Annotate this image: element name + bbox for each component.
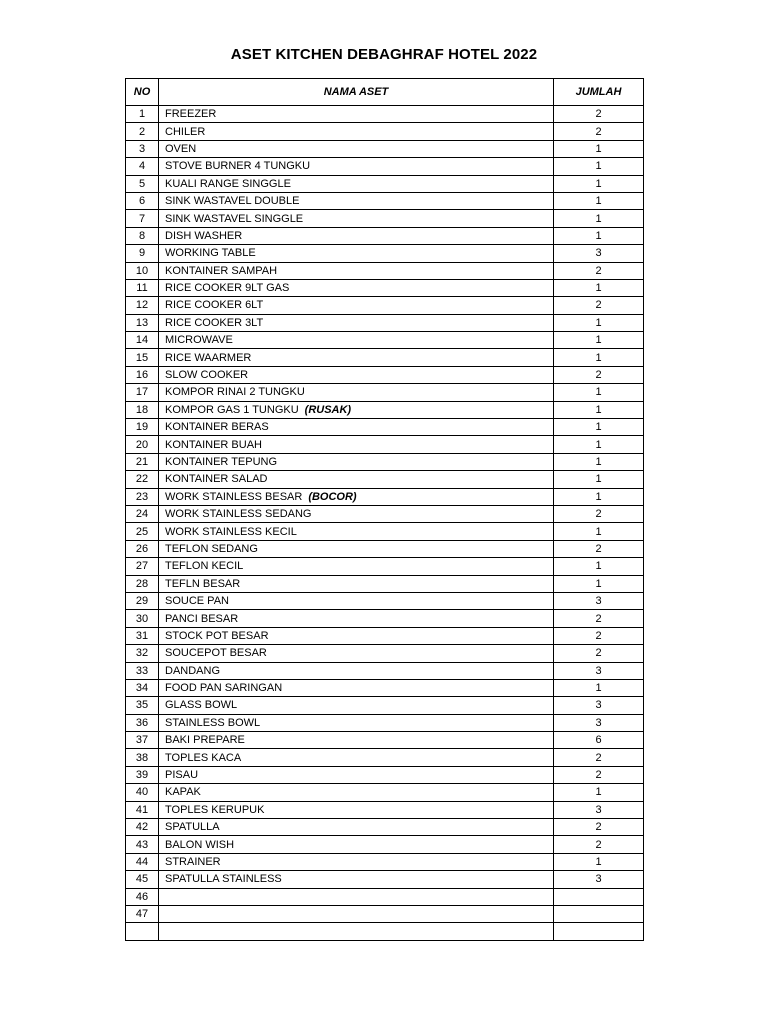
asset-name: KAPAK [165, 786, 201, 799]
asset-quantity: 2 [554, 366, 644, 383]
asset-name-cell [159, 210, 554, 227]
row-number: 35 [126, 697, 159, 714]
asset-name: SOUCE PAN [165, 595, 229, 608]
asset-quantity: 1 [554, 158, 644, 175]
row-number: 34 [126, 679, 159, 696]
asset-name-cell [159, 227, 554, 244]
asset-quantity: 3 [554, 592, 644, 609]
row-number: 33 [126, 662, 159, 679]
table-row [126, 836, 644, 853]
asset-name: SINK WASTAVEL SINGGLE [165, 212, 304, 225]
asset-quantity: 2 [554, 106, 644, 123]
asset-quantity: 2 [554, 540, 644, 557]
asset-name-cell [159, 679, 554, 696]
asset-quantity: 2 [554, 645, 644, 662]
asset-name: FREEZER [165, 108, 217, 121]
row-number: 3 [126, 140, 159, 157]
row-number: 5 [126, 175, 159, 192]
asset-name: KONTAINER BERAS [165, 421, 269, 434]
row-number: 18 [126, 401, 159, 418]
row-number: 44 [126, 853, 159, 870]
table-row [126, 905, 644, 922]
asset-name-cell [159, 366, 554, 383]
asset-quantity: 1 [554, 679, 644, 696]
asset-name: KONTAINER SALAD [165, 473, 268, 486]
asset-quantity: 3 [554, 245, 644, 262]
table-header-row [126, 79, 644, 106]
table-row [126, 888, 644, 905]
asset-name: KOMPOR GAS 1 TUNGKU [165, 403, 299, 416]
asset-name-cell [159, 140, 554, 157]
row-number: 42 [126, 819, 159, 836]
row-number [126, 923, 159, 940]
asset-name: KONTAINER TEPUNG [165, 456, 278, 468]
table-row [126, 140, 644, 157]
table-row [126, 279, 644, 296]
asset-name: STRAINER [165, 855, 221, 868]
asset-quantity [554, 905, 644, 922]
row-number: 8 [126, 227, 159, 244]
row-number: 28 [126, 575, 159, 592]
asset-name-cell [159, 749, 554, 766]
asset-name-cell [159, 714, 554, 731]
row-number: 6 [126, 192, 159, 209]
table-row [126, 558, 644, 575]
asset-name-cell [159, 453, 554, 470]
asset-quantity: 2 [554, 262, 644, 279]
table-row [126, 540, 644, 557]
asset-name: SLOW COOKER [165, 369, 249, 382]
table-row [126, 592, 644, 609]
table-row [126, 488, 644, 505]
table-row [126, 784, 644, 801]
asset-name-cell [159, 784, 554, 801]
row-number: 21 [126, 453, 159, 470]
row-number: 7 [126, 210, 159, 227]
asset-name-cell [159, 523, 554, 540]
asset-name-cell [159, 158, 554, 175]
table-row [126, 123, 644, 140]
table-row [126, 853, 644, 870]
row-number: 46 [126, 888, 159, 905]
asset-name-cell [159, 697, 554, 714]
row-number: 38 [126, 749, 159, 766]
asset-quantity: 1 [554, 784, 644, 801]
asset-name: RICE COOKER 9LT GAS [165, 282, 290, 295]
table-row [126, 766, 644, 783]
asset-name: RICE COOKER 3LT [165, 316, 264, 329]
table-row [126, 175, 644, 192]
asset-name: TEFLON KECIL [165, 560, 244, 573]
table-row [126, 679, 644, 696]
table-row [126, 697, 644, 714]
asset-name: SPATULLA [165, 821, 220, 834]
asset-name-cell [159, 419, 554, 436]
row-number: 24 [126, 505, 159, 522]
table-row [126, 436, 644, 453]
header-name: NAMA ASET [159, 79, 554, 106]
asset-name: STOCK POT BESAR [165, 629, 269, 642]
asset-name-cell [159, 871, 554, 888]
asset-name-cell [159, 801, 554, 818]
table-row [126, 297, 644, 314]
asset-quantity: 3 [554, 871, 644, 888]
row-number: 19 [126, 419, 159, 436]
asset-name-cell [159, 592, 554, 609]
asset-name: OVEN [165, 142, 197, 155]
asset-name-cell [159, 332, 554, 349]
row-number: 22 [126, 471, 159, 488]
asset-name: BALON WISH [165, 838, 235, 851]
asset-name: STOVE BURNER 4 TUNGKU [165, 160, 311, 173]
asset-quantity: 2 [554, 749, 644, 766]
row-number: 31 [126, 627, 159, 644]
table-row [126, 314, 644, 331]
asset-quantity: 2 [554, 297, 644, 314]
table-row [126, 627, 644, 644]
asset-name: MICROWAVE [165, 334, 233, 347]
asset-name-cell [159, 540, 554, 557]
asset-name-cell [159, 662, 554, 679]
asset-name-cell [159, 732, 554, 749]
asset-quantity: 2 [554, 836, 644, 853]
table-body [126, 106, 644, 941]
table-row [126, 453, 644, 470]
row-number: 20 [126, 436, 159, 453]
asset-quantity: 1 [554, 210, 644, 227]
asset-name: CHILER [165, 125, 206, 138]
table-row [126, 732, 644, 749]
asset-quantity: 2 [554, 505, 644, 522]
row-number: 39 [126, 766, 159, 783]
asset-name: RICE WAARMER [165, 351, 252, 364]
asset-name-cell [159, 175, 554, 192]
page-title: ASET KITCHEN DEBAGHRAF HOTEL 2022 [230, 46, 538, 63]
asset-name-cell [159, 575, 554, 592]
asset-name-cell [159, 245, 554, 262]
row-number: 29 [126, 592, 159, 609]
row-number: 32 [126, 645, 159, 662]
table-row [126, 419, 644, 436]
table-row [126, 505, 644, 522]
row-number: 11 [126, 279, 159, 296]
row-number: 1 [126, 106, 159, 123]
row-number: 47 [126, 905, 159, 922]
row-number: 45 [126, 871, 159, 888]
asset-name-cell [159, 766, 554, 783]
table-row [126, 575, 644, 592]
row-number: 30 [126, 610, 159, 627]
row-number: 10 [126, 262, 159, 279]
row-number: 9 [126, 245, 159, 262]
row-number: 2 [126, 123, 159, 140]
asset-name-cell [159, 488, 554, 505]
asset-quantity: 2 [554, 123, 644, 140]
header-no: NO [126, 79, 159, 106]
asset-quantity: 1 [554, 453, 644, 470]
row-number: 36 [126, 714, 159, 731]
asset-name: SOUCEPOT BESAR [165, 647, 267, 660]
asset-name-cell [159, 314, 554, 331]
asset-quantity: 3 [554, 697, 644, 714]
asset-name-cell [159, 853, 554, 870]
row-number: 14 [126, 332, 159, 349]
asset-name: TOPLES KERUPUK [165, 803, 265, 816]
table-row [126, 871, 644, 888]
asset-name: BAKI PREPARE [165, 734, 245, 747]
asset-name: KOMPOR RINAI 2 TUNGKU [165, 386, 305, 399]
table-row [126, 366, 644, 383]
asset-name: RICE COOKER 6LT [165, 299, 264, 312]
asset-quantity: 2 [554, 819, 644, 836]
asset-name: WORK STAINLESS BESAR [165, 490, 303, 503]
asset-name: TOPLES KACA [165, 751, 242, 764]
table-row [126, 245, 644, 262]
asset-name-cell [159, 384, 554, 401]
asset-note: (BOCOR) [308, 490, 357, 503]
table-row [126, 523, 644, 540]
asset-quantity: 1 [554, 419, 644, 436]
row-number: 23 [126, 488, 159, 505]
asset-name: PISAU [165, 769, 199, 782]
asset-name: KONTAINER BUAH [165, 438, 262, 451]
table-row [126, 645, 644, 662]
asset-quantity: 1 [554, 279, 644, 296]
asset-name: WORK STAINLESS KECIL [165, 525, 297, 538]
table-row [126, 714, 644, 731]
row-number: 4 [126, 158, 159, 175]
table-row [126, 749, 644, 766]
table-row [126, 610, 644, 627]
asset-quantity: 1 [554, 175, 644, 192]
asset-name-cell [159, 106, 554, 123]
row-number: 17 [126, 384, 159, 401]
asset-quantity: 1 [554, 332, 644, 349]
asset-name: WORK STAINLESS SEDANG [165, 508, 312, 521]
asset-quantity: 1 [554, 488, 644, 505]
asset-name: WORKING TABLE [165, 247, 256, 260]
asset-name-cell [159, 645, 554, 662]
asset-quantity: 1 [554, 523, 644, 540]
asset-name-cell [159, 349, 554, 366]
asset-name-cell [159, 819, 554, 836]
asset-name-cell [159, 192, 554, 209]
table-row [126, 384, 644, 401]
row-number: 15 [126, 349, 159, 366]
asset-name-cell [159, 123, 554, 140]
asset-quantity: 3 [554, 801, 644, 818]
asset-quantity: 2 [554, 610, 644, 627]
asset-quantity: 1 [554, 575, 644, 592]
asset-name-cell [159, 262, 554, 279]
asset-name: KUALI RANGE SINGGLE [165, 177, 291, 190]
asset-quantity: 1 [554, 314, 644, 331]
asset-name: SPATULLA STAINLESS [165, 873, 282, 886]
asset-name-cell [159, 905, 554, 922]
asset-quantity: 1 [554, 227, 644, 244]
asset-name: SINK WASTAVEL DOUBLE [165, 195, 300, 208]
asset-name-cell [159, 505, 554, 522]
asset-name-cell [159, 471, 554, 488]
asset-name: KONTAINER SAMPAH [165, 264, 278, 277]
asset-quantity: 1 [554, 349, 644, 366]
asset-quantity: 1 [554, 384, 644, 401]
asset-name-cell [159, 923, 554, 940]
table-row [126, 349, 644, 366]
row-number: 41 [126, 801, 159, 818]
asset-name-cell [159, 558, 554, 575]
table-row [126, 210, 644, 227]
row-number: 40 [126, 784, 159, 801]
table-row [126, 819, 644, 836]
asset-quantity: 6 [554, 732, 644, 749]
table-row [126, 801, 644, 818]
asset-quantity: 1 [554, 853, 644, 870]
asset-name-cell [159, 888, 554, 905]
asset-quantity: 1 [554, 471, 644, 488]
asset-quantity: 1 [554, 192, 644, 209]
asset-name: STAINLESS BOWL [165, 716, 261, 729]
row-number: 27 [126, 558, 159, 575]
table-row [126, 923, 644, 940]
header-qty: JUMLAH [554, 79, 644, 106]
asset-name: TEFLON SEDANG [165, 542, 258, 555]
table-row [126, 158, 644, 175]
row-number: 25 [126, 523, 159, 540]
asset-quantity: 1 [554, 401, 644, 418]
asset-name: TEFLN BESAR [165, 577, 241, 590]
asset-table [125, 78, 644, 941]
asset-quantity [554, 923, 644, 940]
asset-note: (RUSAK) [304, 403, 352, 416]
row-number: 16 [126, 366, 159, 383]
asset-name-cell [159, 279, 554, 296]
row-number: 26 [126, 540, 159, 557]
table-row [126, 401, 644, 418]
asset-quantity: 2 [554, 766, 644, 783]
asset-quantity: 2 [554, 627, 644, 644]
asset-quantity: 1 [554, 140, 644, 157]
asset-quantity: 3 [554, 662, 644, 679]
table-row [126, 471, 644, 488]
table-row [126, 227, 644, 244]
asset-quantity: 1 [554, 558, 644, 575]
table-row [126, 662, 644, 679]
asset-name-cell [159, 836, 554, 853]
asset-name-cell [159, 401, 554, 418]
asset-name-cell [159, 436, 554, 453]
asset-name: GLASS BOWL [165, 699, 238, 712]
row-number: 43 [126, 836, 159, 853]
asset-quantity: 3 [554, 714, 644, 731]
asset-name-cell [159, 610, 554, 627]
asset-name: DANDANG [165, 664, 221, 677]
row-number: 13 [126, 314, 159, 331]
asset-name: PANCI BESAR [165, 612, 239, 625]
asset-name-cell [159, 297, 554, 314]
asset-name: DISH WASHER [165, 229, 243, 242]
asset-quantity: 1 [554, 436, 644, 453]
table-row [126, 106, 644, 123]
asset-name-cell [159, 627, 554, 644]
row-number: 37 [126, 732, 159, 749]
table-row [126, 332, 644, 349]
table-row [126, 262, 644, 279]
row-number: 12 [126, 297, 159, 314]
table-row [126, 192, 644, 209]
asset-quantity [554, 888, 644, 905]
asset-name: FOOD PAN SARINGAN [165, 682, 283, 695]
